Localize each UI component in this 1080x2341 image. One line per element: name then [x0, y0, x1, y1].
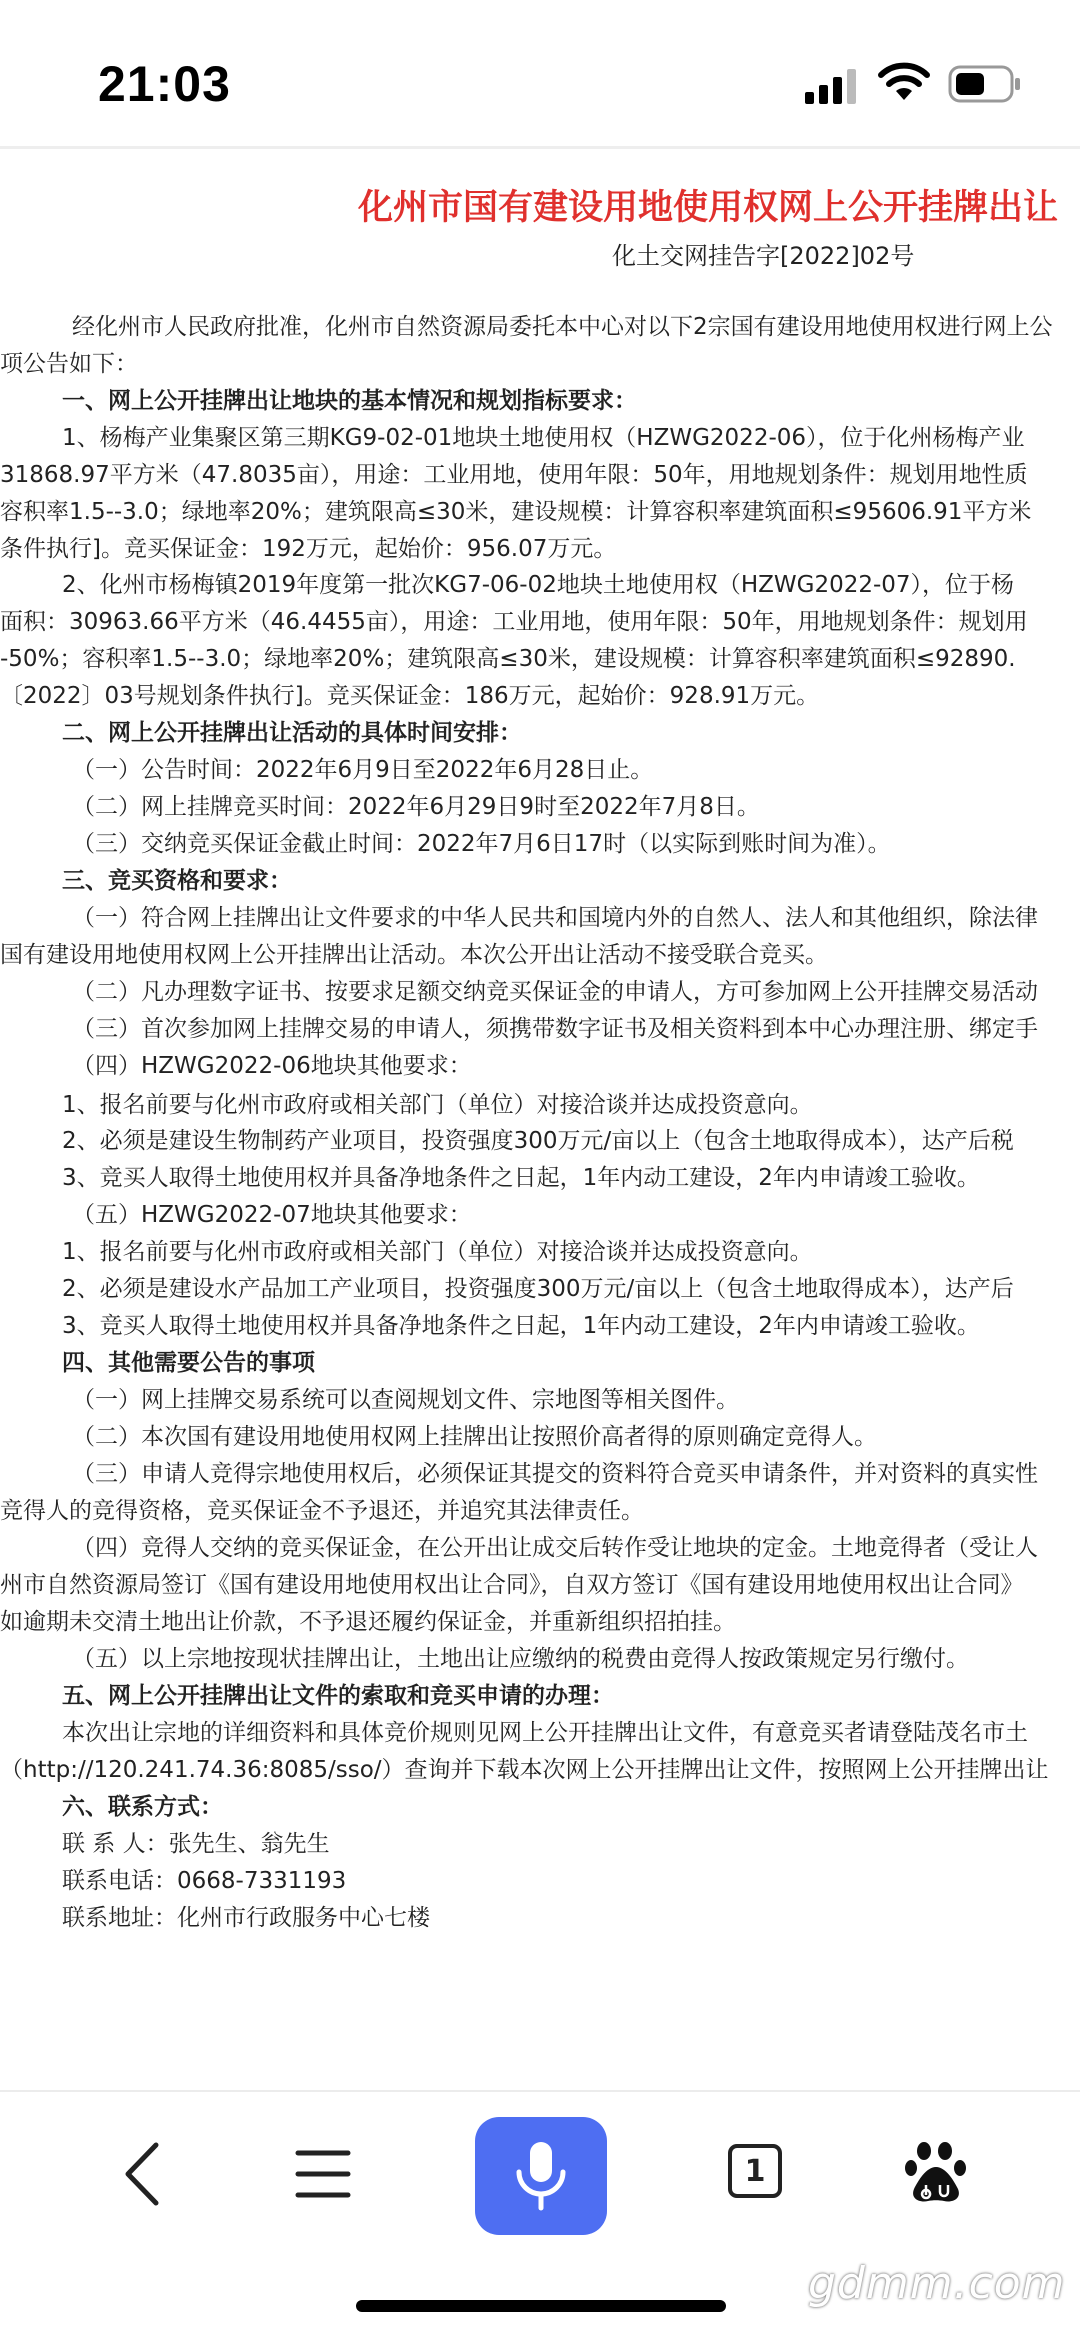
- paragraph-line: 容积率1.5--3.0；绿地率20%；建筑限高≤30米，建设规模：计算容积率建筑面积≤95606.91平方米: [0, 499, 1032, 525]
- section-heading: 五、网上公开挂牌出让文件的索取和竞买申请的办理：: [62, 1683, 614, 1709]
- paragraph-line: 〔2022〕03号规划条件执行]。竞买保证金：186万元，起始价：928.91万元。: [0, 683, 820, 709]
- paragraph-line: -50%；容积率1.5--3.0；绿地率20%；建筑限高≤30米，建设规模：计算容积率建筑面积≤92890.: [0, 646, 1016, 672]
- paragraph-line: 联 系 人：张先生、翁先生: [62, 1831, 330, 1857]
- paragraph-line: 面积：30963.66平方米（46.4455亩），用途：工业用地，使用年限：50年，用地规划条件：规划用: [0, 609, 1028, 635]
- paragraph-line: 3、竞买人取得土地使用权并具备净地条件之日起，1年内动工建设，2年内申请竣工验收。: [62, 1313, 980, 1339]
- notice-document[interactable]: [0, 150, 1080, 2080]
- battery-icon: [948, 65, 1022, 103]
- section-heading: 二、网上公开挂牌出让活动的具体时间安排：: [62, 720, 522, 746]
- paragraph-line: 条件执行]。竞买保证金：192万元，起始价：956.07万元。: [0, 536, 617, 562]
- paragraph-line: （五）以上宗地按现状挂牌出让，土地出让应缴纳的税费由竞得人按政策规定另行缴付。: [72, 1646, 969, 1672]
- back-button[interactable]: [110, 2132, 174, 2216]
- paragraph-line: （四）竞得人交纳的竞买保证金，在公开出让成交后转作受让地块的定金。土地竞得者（受让人: [72, 1535, 1038, 1561]
- status-divider: [0, 146, 1080, 149]
- baidu-paw-icon: [904, 2139, 968, 2205]
- section-heading: 四、其他需要公告的事项: [62, 1350, 315, 1376]
- paragraph-line: 国有建设用地使用权网上公开挂牌出让活动。本次公开出让活动不接受联合竞买。: [0, 942, 828, 968]
- paragraph-line: 竞得人的竞得资格，竞买保证金不予退还，并追究其法律责任。: [0, 1498, 644, 1524]
- paragraph-line: （二）网上挂牌竞买时间：2022年6月29日9时至2022年7月8日。: [72, 794, 760, 820]
- section-heading: 三、竞买资格和要求：: [62, 868, 292, 894]
- paragraph-line: （http://120.241.74.36:8085/sso/）查询并下载本次网上公开挂牌出让文件，按照网上公开挂牌出让: [0, 1757, 1049, 1783]
- paragraph-line: 本次出让宗地的详细资料和具体竞价规则见网上公开挂牌出让文件，有意竞买者请登陆茂名市土: [62, 1720, 1028, 1746]
- baidu-button[interactable]: [900, 2136, 972, 2208]
- paragraph-line: （三）首次参加网上挂牌交易的申请人，须携带数字证书及相关资料到本中心办理注册、绑定手: [72, 1016, 1038, 1042]
- paragraph-line: 联系地址：化州市行政服务中心七楼: [62, 1905, 430, 1931]
- tabs-button[interactable]: 1: [728, 2144, 782, 2198]
- paragraph-line: 1、报名前要与化州市政府或相关部门（单位）对接洽谈并达成投资意向。: [62, 1239, 813, 1265]
- paragraph-line: （四）HZWG2022-06地块其他要求：: [72, 1053, 472, 1079]
- paragraph-line: 项公告如下：: [0, 351, 138, 377]
- paragraph-line: 2、化州市杨梅镇2019年度第一批次KG7-06-02地块土地使用权（HZWG2022-07），位于杨: [62, 572, 1015, 598]
- home-indicator: [356, 2300, 726, 2312]
- paragraph-line: （五）HZWG2022-07地块其他要求：: [72, 1202, 472, 1228]
- menu-button[interactable]: [288, 2142, 358, 2206]
- status-time: 21:03: [98, 56, 231, 112]
- paragraph-line: （三）申请人竞得宗地使用权后，必须保证其提交的资料符合竞买申请条件，并对资料的真实性: [72, 1461, 1038, 1487]
- paragraph-line: （一）网上挂牌交易系统可以查阅规划文件、宗地图等相关图件。: [72, 1387, 739, 1413]
- paragraph-line: 如逾期未交清土地出让价款，不予退还履约保证金，并重新组织招拍挂。: [0, 1609, 736, 1635]
- paragraph-line: 州市自然资源局签订《国有建设用地使用权出让合同》，自双方签订《国有建设用地使用权出让合同》: [0, 1572, 1024, 1598]
- paragraph-line: 1、报名前要与化州市政府或相关部门（单位）对接洽谈并达成投资意向。: [62, 1092, 813, 1118]
- microphone-icon: [513, 2140, 569, 2212]
- watermark: gdmm.com: [808, 2258, 1066, 2309]
- page-title: 化州市国有建设用地使用权网上公开挂牌出让: [358, 188, 1059, 228]
- paragraph-line: 2、必须是建设生物制药产业项目，投资强度300万元/亩以上（包含土地取得成本），达产后税: [62, 1128, 1014, 1154]
- section-heading: 六、联系方式：: [62, 1794, 223, 1820]
- paragraph-line: 联系电话：0668-7331193: [62, 1868, 347, 1894]
- wifi-icon: [878, 62, 930, 102]
- paragraph-line: （一）公告时间：2022年6月9日至2022年6月28日止。: [72, 757, 654, 783]
- paragraph-line: 2、必须是建设水产品加工产业项目，投资强度300万元/亩以上（包含土地取得成本），达产后: [62, 1276, 1014, 1302]
- paragraph-line: 经化州市人民政府批准，化州市自然资源局委托本中心对以下2宗国有建设用地使用权进行网上公: [72, 314, 1053, 340]
- menu-icon: [294, 2148, 352, 2200]
- status-bar: [0, 0, 1080, 150]
- cellular-signal-icon: [805, 68, 861, 104]
- paragraph-line: （二）凡办理数字证书、按要求足额交纳竞买保证金的申请人，方可参加网上公开挂牌交易活动: [72, 979, 1038, 1005]
- paragraph-line: 3、竞买人取得土地使用权并具备净地条件之日起，1年内动工建设，2年内申请竣工验收。: [62, 1165, 980, 1191]
- back-arrow-icon: [122, 2141, 162, 2207]
- paragraph-line: 31868.97平方米（47.8035亩），用途：工业用地，使用年限：50年，用地规划条件：规划用地性质: [0, 462, 1028, 488]
- paragraph-line: （三）交纳竞买保证金截止时间：2022年7月6日17时（以实际到账时间为准）。: [72, 831, 891, 857]
- paragraph-line: （一）符合网上挂牌出让文件要求的中华人民共和国境内外的自然人、法人和其他组织，除法律: [72, 905, 1038, 931]
- document-number: 化土交网挂告字[2022]02号: [612, 242, 915, 270]
- section-heading: 一、网上公开挂牌出让地块的基本情况和规划指标要求：: [62, 388, 637, 414]
- paragraph-line: （二）本次国有建设用地使用权网上挂牌出让按照价高者得的原则确定竞得人。: [72, 1424, 877, 1450]
- paragraph-line: 1、杨梅产业集聚区第三期KG9-02-01地块土地使用权（HZWG2022-06），位于化州杨梅产业: [62, 425, 1025, 451]
- voice-search-button[interactable]: [475, 2117, 607, 2235]
